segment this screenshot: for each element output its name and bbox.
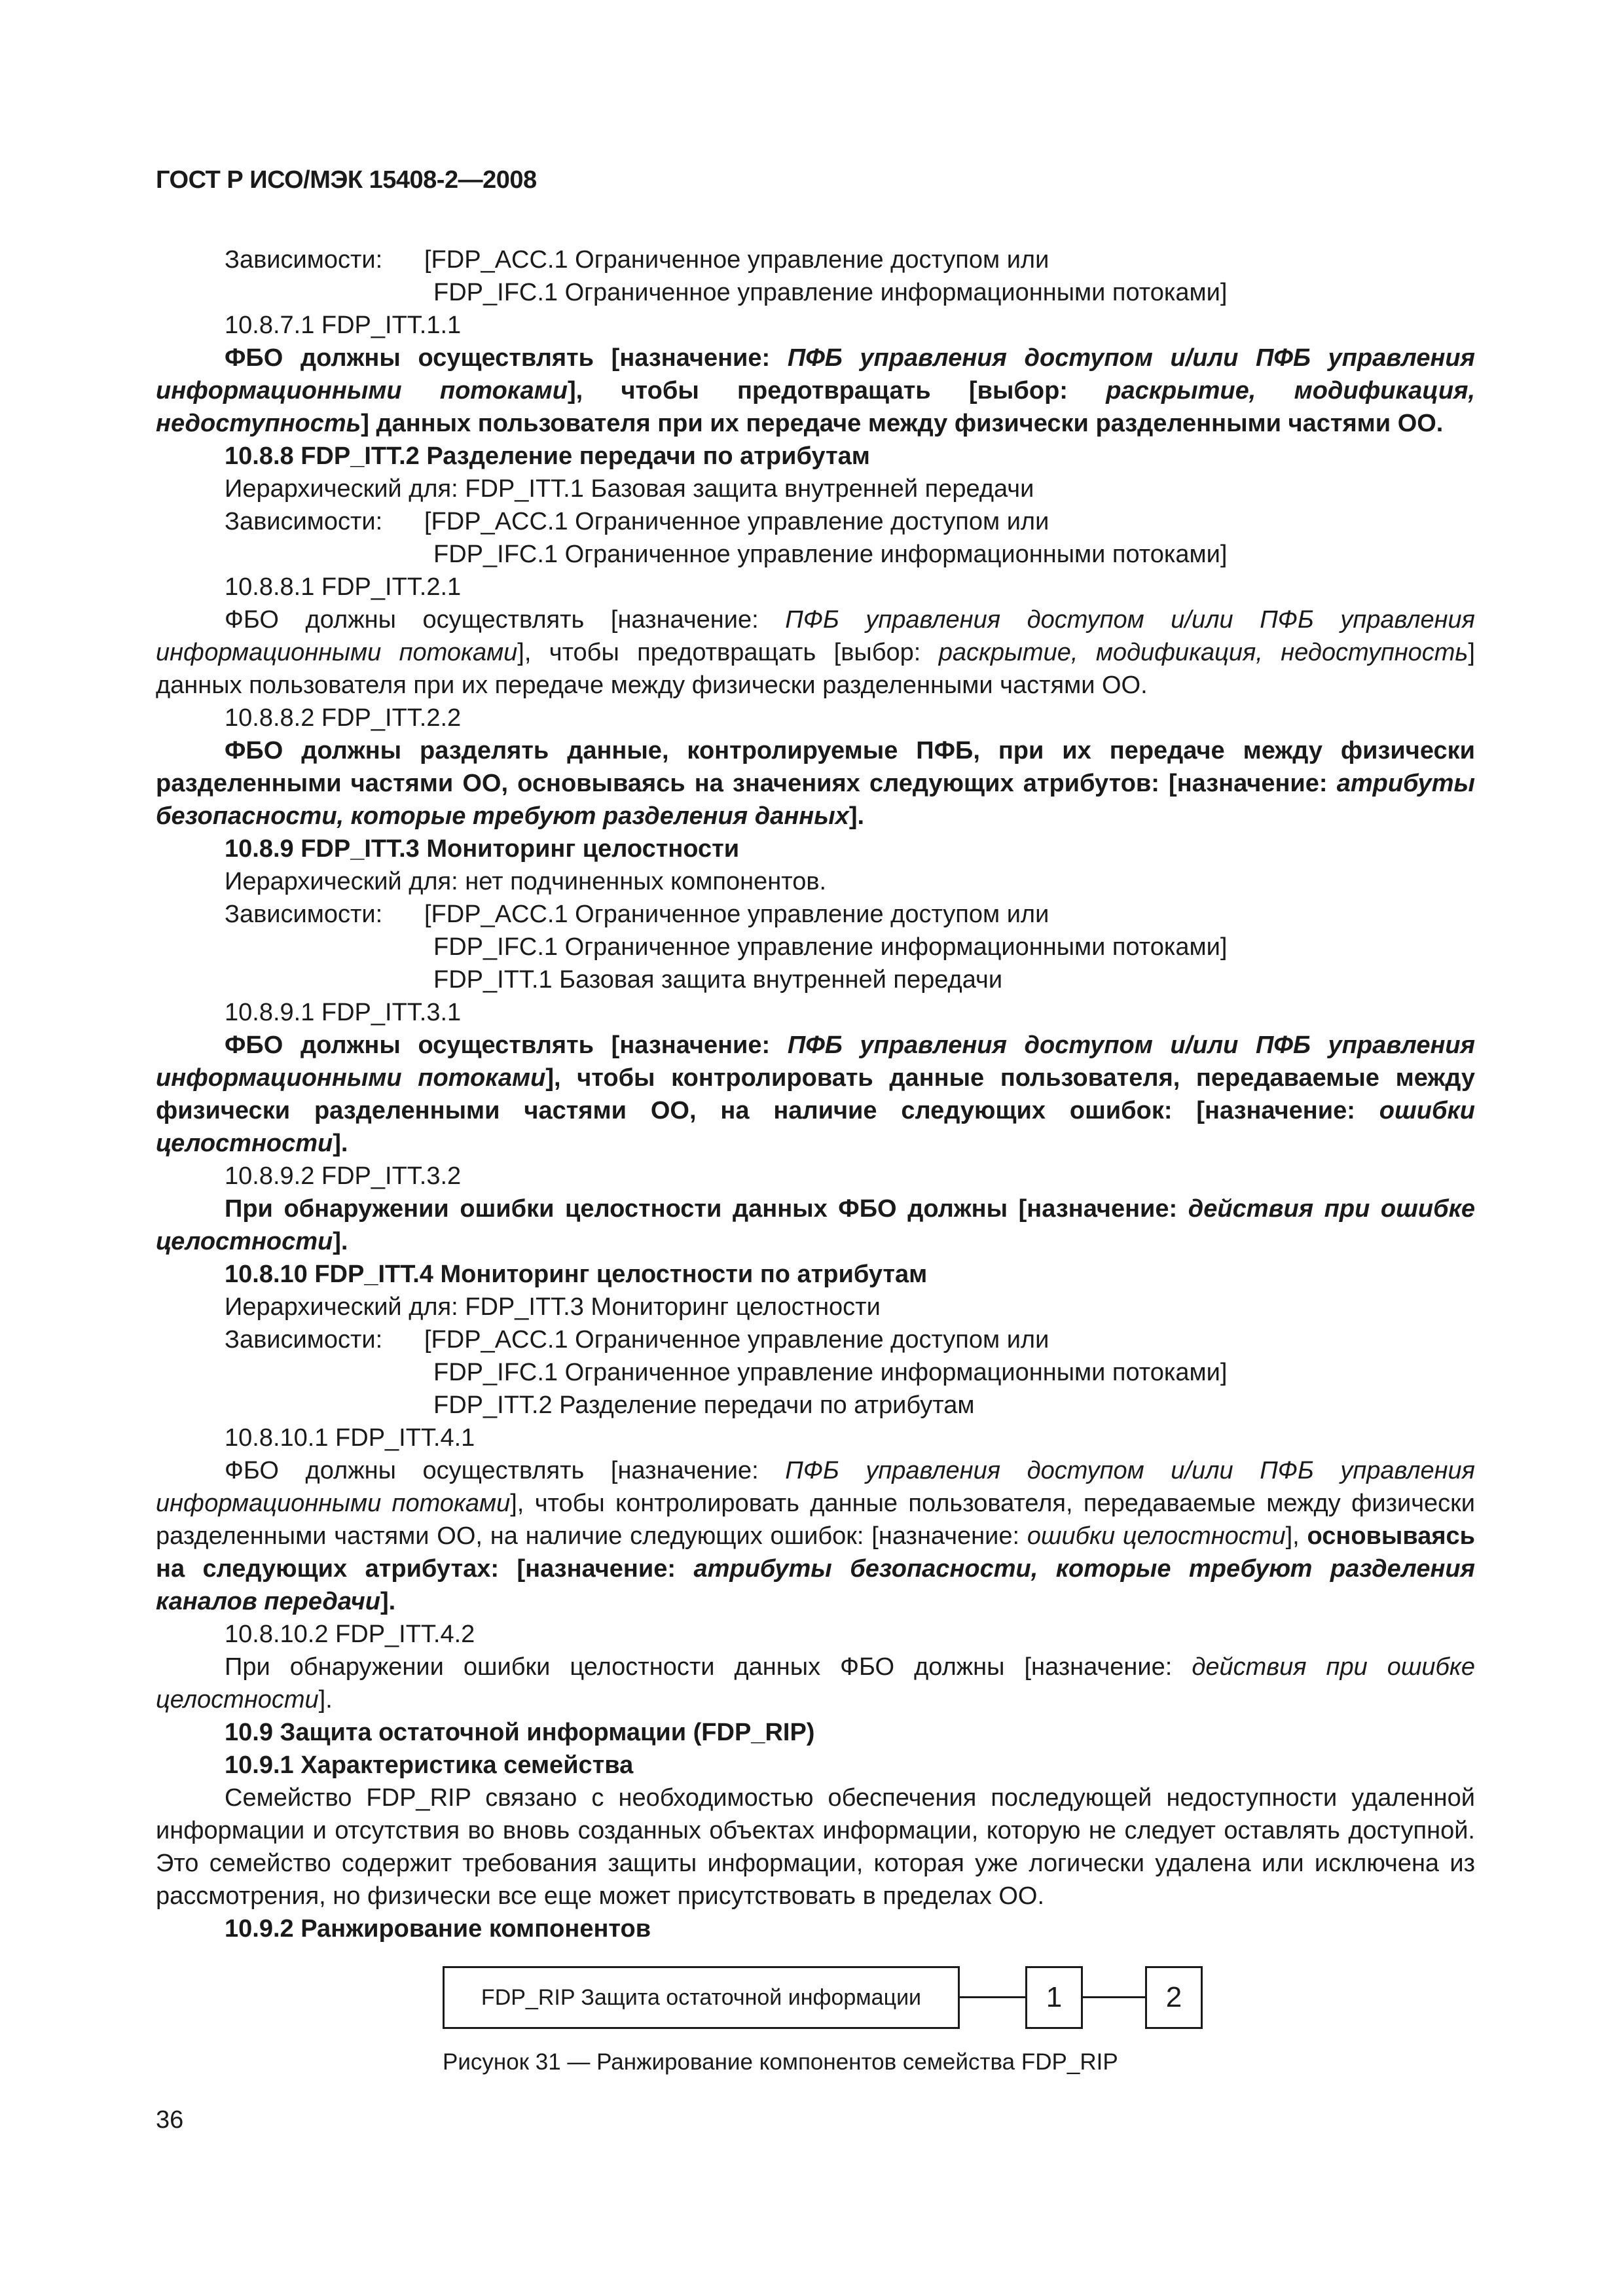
dependencies-itt4 — [156, 1323, 1475, 1422]
dependency-itt1: FDP_ITT.1 Базовая защита внутренней передачи — [433, 966, 1003, 994]
subsection-heading: 10.9.1 Характеристика семейства — [225, 1751, 634, 1779]
hierarchical-itt2 — [156, 473, 1475, 505]
subsection-heading: 10.9.2 Ранжирование компонентов — [225, 1915, 651, 1943]
dependencies-label: Зависимости: — [225, 901, 383, 928]
hierarchical-itt4 — [156, 1291, 1475, 1323]
element-text: ФБО должны осуществлять [назначение: ПФБ управления доступом и/или ПФБ управления информационными потоками], чтобы контролировать данные пользователя, передаваемые между физически разделенными частями ОО, на наличие следующих ошибок: [назначение: ошибки целостности]. — [156, 1031, 1475, 1157]
dependency-acc: [FDP_ACC.1 Ограниченное управление доступом или — [424, 901, 1049, 928]
element-id: 10.8.9.1 FDP_ITT.3.1 — [225, 999, 462, 1026]
dependency-acc: [FDP_ACC.1 Ограниченное управление доступом или — [424, 246, 1049, 274]
page-header: ГОСТ Р ИСО/МЭК 15408-2—2008 — [156, 166, 537, 194]
hierarchical-label: Иерархический для: — [225, 1293, 458, 1321]
family-description: Семейство FDP_RIP связано с необходимостью обеспечения последующей недоступности удаленной информации и отсутствия во вновь созданных объектах информации, которую не следует оставлять доступной. Это семейство содержит требования защиты информации, которая уже логически удалена или исключена из рассмотрения, но физически все еще может присутствовать в пределах ОО. — [156, 1784, 1475, 1910]
hierarchical-label: Иерархический для: — [225, 475, 458, 503]
dependency-acc: [FDP_ACC.1 Ограниченное управление доступом или — [424, 1326, 1049, 1354]
element-id: 10.8.8.2 FDP_ITT.2.2 — [225, 704, 462, 732]
element-id: 10.8.8.1 FDP_ITT.2.1 — [225, 573, 462, 601]
figure-caption: Рисунок 31 — Ранжирование компонентов семейства FDP_RIP — [443, 2049, 1118, 2075]
hierarchical-value: FDP_ITT.3 Мониторинг целостности — [465, 1293, 881, 1321]
component-heading: 10.8.9 FDP_ITT.3 Мониторинг целостности — [225, 835, 740, 863]
element-text: При обнаружении ошибки целостности данных ФБО должны [назначение: действия при ошибке целостности]. — [156, 1195, 1475, 1255]
dependency-ifc: FDP_IFC.1 Ограниченное управление информационными потоками] — [433, 279, 1228, 306]
element-text: ФБО должны разделять данные, контролируемые ПФБ, при их передаче между физически разделенными частями ОО, основываясь на значениях следующих атрибутов: [назначение: атрибуты безопасности, которые требуют разделения данных]. — [156, 737, 1475, 830]
dependency-ifc: FDP_IFC.1 Ограниченное управление информационными потоками] — [433, 1359, 1228, 1386]
element-text: ФБО должны осуществлять [назначение: ПФБ управления доступом и/или ПФБ управления информационными потоками], чтобы контролировать данные пользователя, передаваемые между физически разделенными частями ОО, на наличие следующих ошибок: [назначение: ошибки целостности], основываясь на следующих атрибутах: [назначение: атрибуты безопасности, которые требуют разделения каналов передачи]. — [156, 1457, 1476, 1615]
connector-line — [960, 1996, 1025, 1998]
dependencies-label: Зависимости: — [225, 1326, 383, 1354]
dependencies-label: Зависимости: — [225, 246, 383, 274]
component-leveling-diagram — [156, 1958, 1475, 2037]
connector-line — [1083, 1996, 1145, 1998]
component-heading: 10.8.8 FDP_ITT.2 Разделение передачи по атрибутам — [225, 442, 870, 470]
dependencies-itt3 — [156, 898, 1475, 996]
element-text: ФБО должны осуществлять [назначение: ПФБ управления доступом и/или ПФБ управления информационными потоками], чтобы предотвращать [выбор: раскрытие, модификация, недоступность] данных пользователя при их передаче между физически разделенными частями ОО. — [156, 606, 1475, 699]
element-id: 10.8.10.2 FDP_ITT.4.2 — [225, 1621, 475, 1648]
element-id: 10.8.10.1 FDP_ITT.4.1 — [225, 1424, 475, 1452]
section-heading: 10.9 Защита остаточной информации (FDP_RIP) — [225, 1719, 815, 1746]
component-heading: 10.8.10 FDP_ITT.4 Мониторинг целостности по атрибутам — [225, 1261, 928, 1288]
document-body — [156, 243, 1475, 2077]
component-box-1: 1 — [1025, 1966, 1083, 2029]
family-box — [443, 1966, 960, 2029]
family-label: FDP_RIP Защита остаточной информации — [481, 1985, 922, 2010]
hierarchical-label: Иерархический для: — [225, 868, 458, 895]
dependency-ifc: FDP_IFC.1 Ограниченное управление информационными потоками] — [433, 541, 1228, 568]
page-number: 36 — [156, 2106, 184, 2134]
hierarchical-value: нет подчиненных компонентов. — [465, 868, 827, 895]
dependencies-itt2 — [156, 505, 1475, 571]
component-box-2: 2 — [1145, 1966, 1203, 2029]
hierarchical-value: FDP_ITT.1 Базовая защита внутренней передачи — [465, 475, 1034, 503]
element-id: 10.8.7.1 FDP_ITT.1.1 — [225, 312, 462, 339]
dependency-itt2: FDP_ITT.2 Разделение передачи по атрибутам — [433, 1391, 975, 1419]
dependency-ifc: FDP_IFC.1 Ограниченное управление информационными потоками] — [433, 933, 1228, 961]
dependency-acc: [FDP_ACC.1 Ограниченное управление доступом или — [424, 508, 1049, 535]
dependencies-itt1 — [156, 243, 1475, 309]
element-text: При обнаружении ошибки целостности данных ФБО должны [назначение: действия при ошибке целостности]. — [156, 1653, 1476, 1713]
element-text: ФБО должны осуществлять [назначение: ПФБ управления доступом и/или ПФБ управления информационными потоками], чтобы предотвращать [выбор: раскрытие, модификация, недоступность] данных пользователя при их передаче между физически разделенными частями ОО. — [156, 344, 1476, 437]
dependencies-label: Зависимости: — [225, 508, 383, 535]
hierarchical-itt3 — [156, 865, 1475, 898]
element-id: 10.8.9.2 FDP_ITT.3.2 — [225, 1162, 462, 1190]
